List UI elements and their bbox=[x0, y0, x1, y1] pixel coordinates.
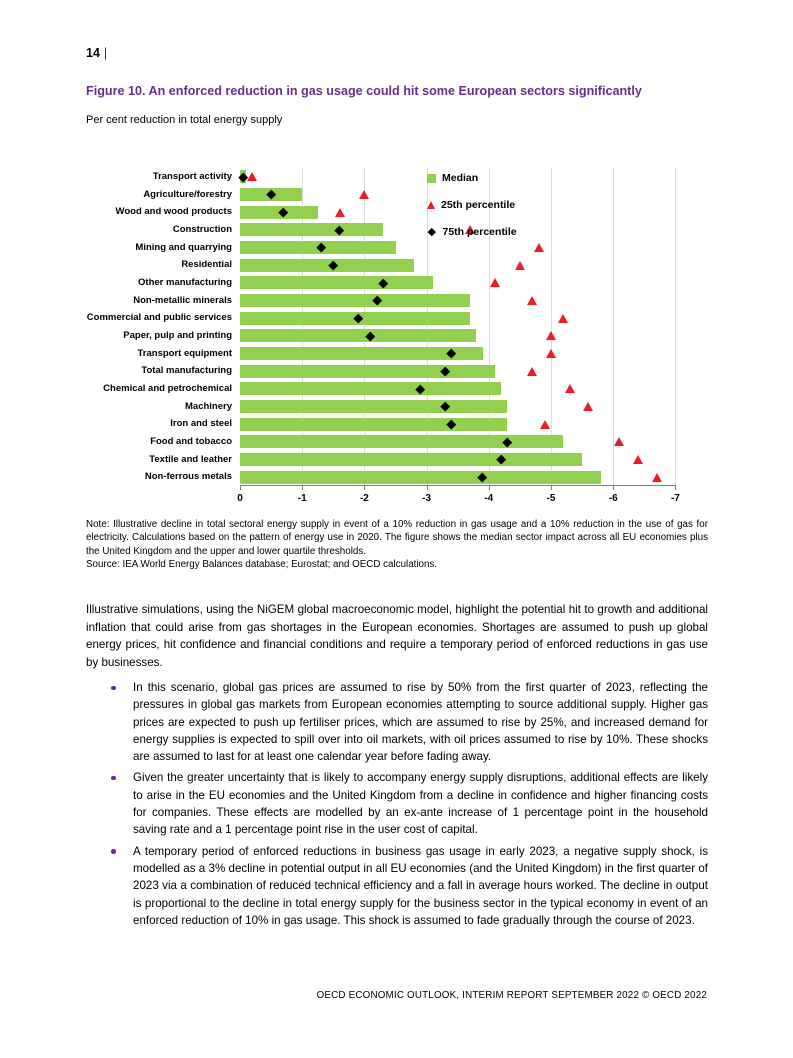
p25-triangle-marker bbox=[490, 278, 500, 287]
category-label: Chemical and petrochemical bbox=[103, 382, 232, 394]
axis-tick-label: -5 bbox=[546, 493, 556, 504]
legend-item bbox=[427, 172, 517, 184]
p25-triangle-marker bbox=[546, 349, 556, 358]
axis-tick bbox=[675, 486, 676, 490]
axis-tick bbox=[489, 486, 490, 490]
category-label: Transport activity bbox=[152, 170, 232, 182]
bullet-item bbox=[86, 679, 708, 765]
p25-triangle-marker bbox=[633, 455, 643, 464]
median-bar bbox=[240, 435, 563, 448]
median-bar bbox=[240, 223, 383, 236]
category-label: Textile and leather bbox=[149, 453, 232, 465]
category-label: Transport equipment bbox=[137, 347, 232, 359]
legend-label: 75th percentile bbox=[442, 226, 517, 238]
median-bar bbox=[240, 471, 601, 484]
legend-label: 25th percentile bbox=[441, 199, 516, 211]
p25-triangle-marker bbox=[583, 402, 593, 411]
axis-tick-label: -6 bbox=[608, 493, 618, 504]
figure-chart bbox=[86, 168, 706, 513]
category-label: Commercial and public services bbox=[86, 312, 232, 324]
gridline bbox=[675, 168, 676, 485]
p25-triangle-marker bbox=[540, 420, 550, 429]
p25-triangle-marker bbox=[527, 296, 537, 305]
figure-note: Note: Illustrative decline in total sectoral energy supply in event of a 10% reduction in gas usage and a 10% reduction in the use of gas for electricity. Calculations based on the pattern of energy use in 2020. The figure shows the median sector impact across all EU economies plus the United Kingdom and the upper and lower quartile thresholds. bbox=[86, 519, 708, 557]
axis-tick bbox=[427, 486, 428, 490]
axis-tick-label: -1 bbox=[297, 493, 307, 504]
category-label: Food and tobacco bbox=[150, 435, 232, 447]
category-label: Total manufacturing bbox=[141, 365, 232, 377]
category-label: Iron and steel bbox=[170, 418, 232, 430]
p25-triangle-icon bbox=[427, 201, 435, 209]
figure-title: Figure 10. An enforced reduction in gas usage could hit some European sectors significantly bbox=[86, 84, 642, 98]
page-number-value: 14 bbox=[86, 46, 100, 60]
category-label: Construction bbox=[172, 223, 232, 235]
category-label: Other manufacturing bbox=[138, 276, 232, 288]
p25-triangle-marker bbox=[558, 314, 568, 323]
bullet-dot-icon bbox=[111, 686, 116, 691]
page-footer: OECD ECONOMIC OUTLOOK, INTERIM REPORT SEPTEMBER 2022 © OECD 2022 bbox=[316, 990, 707, 1001]
median-swatch-icon bbox=[427, 174, 436, 183]
chart-legend bbox=[427, 172, 517, 253]
figure-notes-block bbox=[86, 518, 708, 572]
figure-subtitle: Per cent reduction in total energy supply bbox=[86, 114, 283, 126]
bullet-list bbox=[86, 679, 708, 929]
figure-source: Source: IEA World Energy Balances database; Eurostat; and OECD calculations. bbox=[86, 559, 438, 571]
median-bar bbox=[240, 259, 414, 272]
axis-tick bbox=[613, 486, 614, 490]
bullet-item bbox=[86, 843, 708, 929]
legend-label: Median bbox=[442, 172, 479, 184]
page-number-separator: | bbox=[103, 46, 108, 60]
p25-triangle-marker bbox=[565, 384, 575, 393]
axis-tick-label: -3 bbox=[422, 493, 432, 504]
bullet-text: A temporary period of enforced reductions in business gas usage in early 2023, a negative supply shock, is modelled as a 3% decline in potential output in all EU economies (and the United Kingdom) in the first quarter of 2023 via a combination of reduced technical efficiency and a fall in average hours worked. The decline in output is proportional to the decline in total energy supply for the business sector in the typical economy in event of an enforced reduction of 10% in gas usage. This shock is assumed to fade gradually through the course of 2023. bbox=[133, 844, 708, 927]
p25-triangle-marker bbox=[515, 261, 525, 270]
axis-tick bbox=[240, 486, 241, 490]
category-label: Machinery bbox=[185, 400, 232, 412]
axis-tick-label: -7 bbox=[670, 493, 680, 504]
p25-triangle-marker bbox=[546, 331, 556, 340]
bullet-item bbox=[86, 769, 708, 838]
axis-tick-label: -4 bbox=[484, 493, 494, 504]
p25-triangle-marker bbox=[534, 243, 544, 252]
median-bar bbox=[240, 382, 501, 395]
median-bar bbox=[240, 400, 507, 413]
axis-tick bbox=[302, 486, 303, 490]
axis-tick-label: 0 bbox=[237, 493, 243, 504]
median-bar bbox=[240, 276, 433, 289]
p25-triangle-marker bbox=[335, 208, 345, 217]
category-label: Non-metallic minerals bbox=[133, 294, 232, 306]
body-paragraph: Illustrative simulations, using the NiGEM global macroeconomic model, highlight the potential hit to growth and additional inflation that could arise from gas shortages in the European economies. Shortages are assumed to push up global energy prices, hit confidence and financial conditions and require a temporary period of enforced reductions in gas use by businesses. bbox=[86, 603, 708, 669]
p25-triangle-marker bbox=[359, 190, 369, 199]
median-bar bbox=[240, 365, 495, 378]
median-bar bbox=[240, 329, 476, 342]
median-bar bbox=[240, 418, 507, 431]
axis-tick bbox=[364, 486, 365, 490]
category-label: Paper, pulp and printing bbox=[123, 329, 232, 341]
axis-tick-label: -2 bbox=[359, 493, 369, 504]
category-label: Agriculture/forestry bbox=[143, 188, 232, 200]
p75-diamond-icon bbox=[428, 228, 436, 236]
p25-triangle-marker bbox=[247, 172, 257, 181]
p25-triangle-marker bbox=[614, 437, 624, 446]
category-label: Mining and quarrying bbox=[135, 241, 232, 253]
median-bar bbox=[240, 453, 582, 466]
body-text-block bbox=[86, 601, 708, 933]
axis-tick bbox=[551, 486, 552, 490]
legend-item bbox=[427, 199, 517, 211]
category-label: Residential bbox=[181, 259, 232, 271]
legend-item bbox=[427, 226, 517, 238]
page-number bbox=[86, 46, 107, 60]
p25-triangle-marker bbox=[652, 473, 662, 482]
category-label: Non-ferrous metals bbox=[144, 471, 232, 483]
p25-triangle-marker bbox=[527, 367, 537, 376]
category-label: Wood and wood products bbox=[115, 206, 232, 218]
bullet-dot-icon bbox=[111, 849, 116, 854]
bullet-text: Given the greater uncertainty that is likely to accompany energy supply disruptions, additional effects are likely to arise in the EU economies and the United Kingdom from a decline in confidence and higher financing costs for companies. These effects are modelled by an ex-ante increase of 1 percentage point in the household saving rate and a 1 percentage point rise in the user cost of capital. bbox=[133, 771, 708, 837]
category-axis bbox=[86, 168, 232, 486]
bullet-dot-icon bbox=[111, 776, 116, 781]
bullet-text: In this scenario, global gas prices are assumed to rise by 50% from the first quarter of 2023, reflecting the pressures in global gas markets from European economies attempting to source additional supply. Higher gas prices are expected to push up fertiliser prices, which are assumed to rise by 25%, and increased demand for energy supplies is expected to spill over into oil markets, with oil prices assumed to rise by 10%. These shocks are assumed to last for at least one calendar year before fading away. bbox=[133, 681, 708, 764]
median-bar bbox=[240, 294, 470, 307]
